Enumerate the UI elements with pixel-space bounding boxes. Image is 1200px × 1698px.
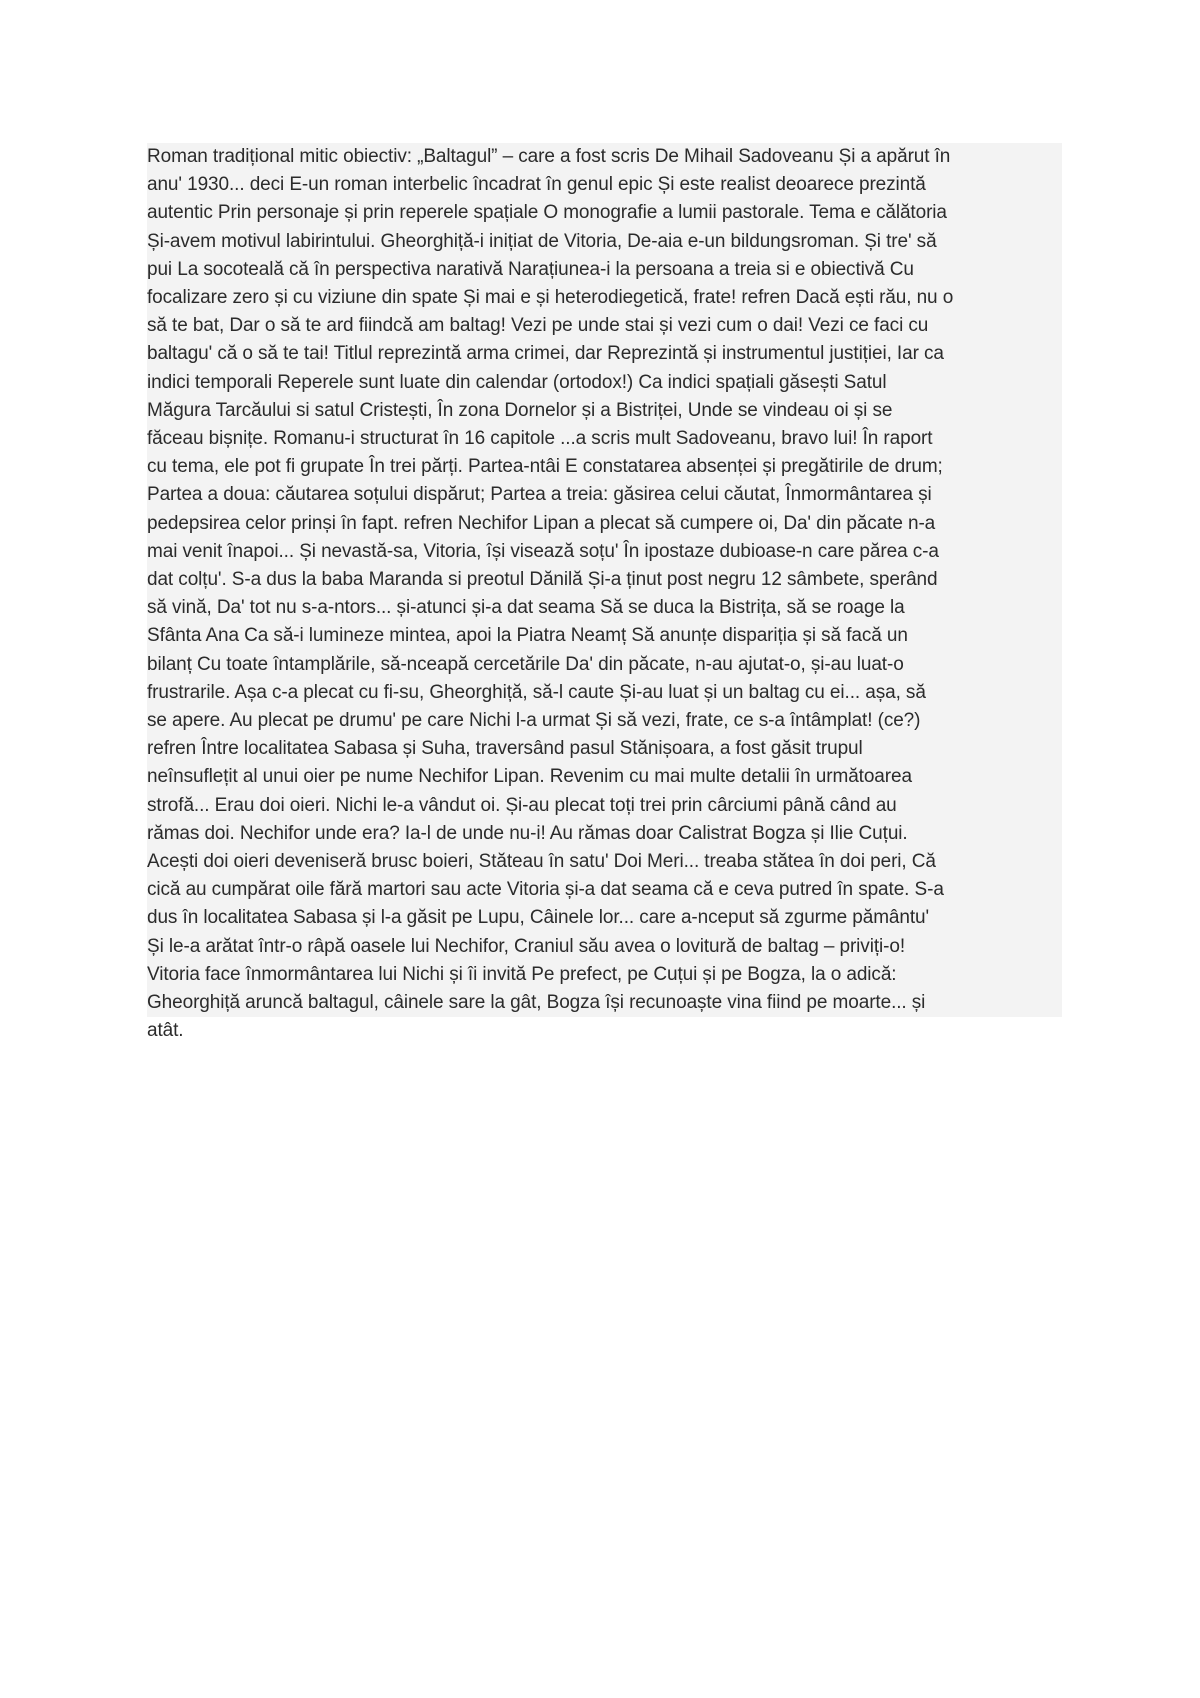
- text-line: se apere. Au plecat pe drumu' pe care Nichi l-a urmat Și să vezi, frate, ce s-a întâmplat! (ce?): [147, 707, 1062, 735]
- text-line: autentic Prin personaje și prin reperele spațiale O monografie a lumii pastorale. Tema e călătoria: [147, 199, 1062, 227]
- text-line: mai venit înapoi... Și nevastă-sa, Vitoria, își visează soțu' În ipostaze dubioase-n care părea c-a: [147, 538, 1062, 566]
- text-line: Partea a doua: căutarea soțului dispărut; Partea a treia: găsirea celui căutat, Înmormântarea și: [147, 481, 1062, 509]
- text-line: Și-avem motivul labirintului. Gheorghiță-i inițiat de Vitoria, De-aia e-un bildungsroman. Și tre' să: [147, 228, 1062, 256]
- text-line: să vină, Da' tot nu s-a-ntors... și-atunci și-a dat seama Să se duca la Bistrița, să se roage la: [147, 594, 1062, 622]
- text-line: dat colțu'. S-a dus la baba Maranda si preotul Dănilă Și-a ținut post negru 12 sâmbete, sperând: [147, 566, 1062, 594]
- text-line: cică au cumpărat oile fără martori sau acte Vitoria și-a dat seama că e ceva putred în spate. S-a: [147, 876, 1062, 904]
- text-line: pui La socoteală că în perspectiva narativă Narațiunea-i la persoana a treia si e obiectivă Cu: [147, 256, 1062, 284]
- text-line: neînsuflețit al unui oier pe nume Nechifor Lipan. Revenim cu mai multe detalii în următoarea: [147, 763, 1062, 791]
- text-line: focalizare zero și cu viziune din spate Și mai e și heterodiegetică, frate! refren Dacă ești rău, nu o: [147, 284, 1062, 312]
- text-line: Vitoria face înmormântarea lui Nichi și îi invită Pe prefect, pe Cuțui și pe Bogza, la o adică:: [147, 961, 1062, 989]
- text-line: baltagu' că o să te tai! Titlul reprezintă arma crimei, dar Reprezintă și instrumentul justiției, Iar ca: [147, 340, 1062, 368]
- text-line: Măgura Tarcăului si satul Cristești, În zona Dornelor și a Bistriței, Unde se vindeau oi și se: [147, 397, 1062, 425]
- text-line: făceau bișnițe. Romanu-i structurat în 16 capitole ...a scris mult Sadoveanu, bravo lui! În raport: [147, 425, 1062, 453]
- body-text: [147, 143, 1062, 1046]
- text-line: cu tema, ele pot fi grupate În trei părți. Partea-ntâi E constatarea absenței și pregătirile de drum;: [147, 453, 1062, 481]
- text-line: Și le-a arătat într-o râpă oasele lui Nechifor, Craniul său avea o lovitură de baltag – priviți-o!: [147, 933, 1062, 961]
- text-line: dus în localitatea Sabasa și l-a găsit pe Lupu, Câinele lor... care a-nceput să zgurme pământu': [147, 904, 1062, 932]
- text-line: pedepsirea celor prinși în fapt. refren Nechifor Lipan a plecat să cumpere oi, Da' din păcate n-a: [147, 510, 1062, 538]
- text-line: strofă... Erau doi oieri. Nichi le-a vândut oi. Și-au plecat toți trei prin cârciumi până când au: [147, 792, 1062, 820]
- text-line: Sfânta Ana Ca să-i lumineze mintea, apoi la Piatra Neamț Să anunțe dispariția și să facă un: [147, 622, 1062, 650]
- text-line: bilanț Cu toate întamplările, să-nceapă cercetările Da' din păcate, n-au ajutat-o, și-au luat-o: [147, 651, 1062, 679]
- text-line: Gheorghiță aruncă baltagul, câinele sare la gât, Bogza își recunoaște vina fiind pe moarte... și: [147, 989, 1062, 1017]
- text-line: Acești doi oieri deveniseră brusc boieri, Stăteau în satu' Doi Meri... treaba stătea în doi peri, Că: [147, 848, 1062, 876]
- text-line: refren Între localitatea Sabasa și Suha, traversând pasul Stănișoara, a fost găsit trupul: [147, 735, 1062, 763]
- text-line: atât.: [147, 1020, 184, 1042]
- text-line: Roman tradițional mitic obiectiv: „Baltagul” – care a fost scris De Mihail Sadoveanu Și a apărut în: [147, 143, 1062, 171]
- text-line: să te bat, Dar o să te ard fiindcă am baltag! Vezi pe unde stai și vezi cum o dai! Vezi ce faci cu: [147, 312, 1062, 340]
- text-line: rămas doi. Nechifor unde era? Ia-l de unde nu-i! Au rămas doar Calistrat Bogza și Ilie Cuțui.: [147, 820, 1062, 848]
- text-line: indici temporali Reperele sunt luate din calendar (ortodox!) Ca indici spațiali găsești Satul: [147, 369, 1062, 397]
- text-line: frustrarile. Așa c-a plecat cu fi-su, Gheorghiță, să-l caute Și-au luat și un baltag cu ei... așa, să: [147, 679, 1062, 707]
- text-line: anu' 1930... deci E-un roman interbelic încadrat în genul epic Și este realist deoarece prezintă: [147, 171, 1062, 199]
